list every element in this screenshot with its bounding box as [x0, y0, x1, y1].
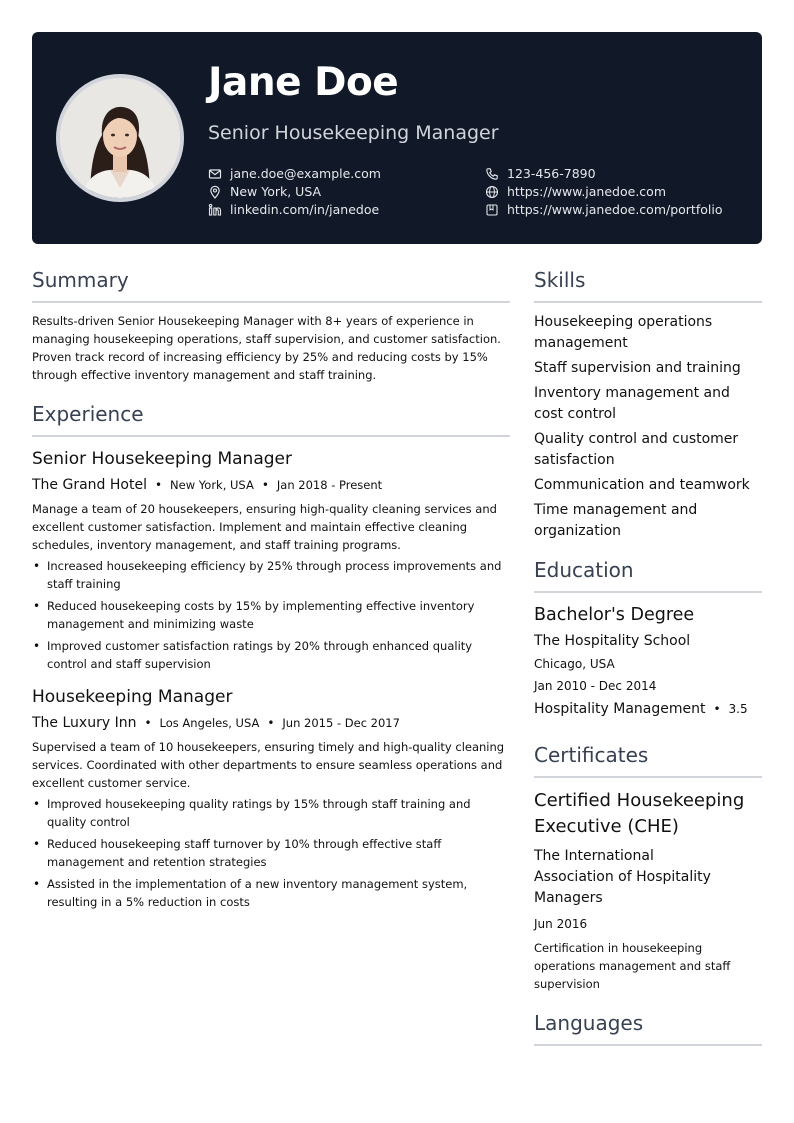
list-item: • Improved housekeeping quality ratings by 15% through staff training and quality control	[33, 797, 471, 829]
skills-heading: Skills	[534, 268, 762, 303]
list-item: • Reduced housekeeping costs by 15% by implementing effective inventory management and minimizing waste	[33, 599, 475, 631]
portfolio-icon	[485, 203, 499, 217]
skill-item: Inventory management and cost control	[534, 385, 730, 422]
list-item: • Improved customer satisfaction ratings by 20% through enhanced quality control and staff supervision	[33, 639, 473, 671]
education-gpa: 3.5	[728, 702, 748, 716]
separator-dot: •	[713, 702, 721, 716]
contact-linkedin[interactable]	[208, 202, 379, 217]
main-column	[32, 268, 510, 915]
education-field: Hospitality Management	[534, 701, 706, 717]
list-item: • Increased housekeeping efficiency by 25% through process improvements and staff training	[33, 559, 502, 591]
job-meta	[32, 477, 510, 493]
job-title: Senior Housekeeping Manager	[32, 449, 292, 469]
skill-item: Time management and organization	[534, 502, 698, 539]
experience-heading: Experience	[32, 402, 510, 437]
candidate-name: Jane Doe	[208, 60, 399, 105]
job-description: Supervised a team of 10 housekeepers, ensuring timely and high-quality cleaning services. Coordinated with other departments to ensure seamless operations and excellent customer service.	[32, 740, 505, 790]
contact-website[interactable]	[485, 184, 666, 199]
contact-portfolio[interactable]	[485, 202, 722, 217]
list-item: • Reduced housekeeping staff turnover by 10% through effective staff management and retention strategies	[33, 837, 442, 869]
job-meta	[32, 715, 510, 731]
globe-icon	[485, 185, 499, 199]
certificates-heading: Certificates	[534, 743, 762, 778]
separator-dot: •	[154, 478, 163, 492]
phone-icon	[485, 167, 499, 181]
contact-location	[208, 184, 321, 199]
separator-dot: •	[267, 716, 275, 730]
certificate-description: Certification in housekeeping operations management and staff supervision	[534, 941, 731, 991]
profile-photo	[60, 78, 180, 198]
certificate-date: Jun 2016	[534, 917, 588, 931]
job-company: The Luxury Inn	[32, 715, 137, 731]
map-pin-icon	[208, 185, 222, 199]
sidebar-column	[534, 268, 762, 1055]
job-entry	[32, 687, 510, 911]
languages-heading: Languages	[534, 1011, 762, 1046]
education-location: Chicago, USA	[534, 657, 615, 671]
skill-item: Housekeeping operations management	[534, 314, 713, 351]
job-bullets	[32, 795, 510, 911]
profile-header	[32, 32, 762, 244]
job-title: Housekeeping Manager	[32, 687, 233, 707]
job-bullets	[32, 557, 510, 673]
certificate-name: Certified Housekeeping Executive (CHE)	[534, 790, 745, 837]
separator-dot: •	[261, 478, 269, 492]
phone-text: 123-456-7890	[507, 166, 596, 181]
separator-dot: •	[144, 716, 152, 730]
candidate-role: Senior Housekeeping Manager	[208, 122, 499, 144]
contact-email[interactable]	[208, 166, 381, 181]
education-dates: Jan 2010 - Dec 2014	[534, 679, 657, 693]
portfolio-text: https://www.janedoe.com/portfolio	[507, 202, 723, 217]
job-description: Manage a team of 20 housekeepers, ensuring high-quality cleaning services and excellent customer satisfaction. Implement and maintain effective cleaning schedules, inventory management, and staff training programs.	[32, 502, 497, 552]
linkedin-text: linkedin.com/in/janedoe	[230, 202, 380, 217]
skill-item: Communication and teamwork	[534, 477, 750, 493]
certificate-issuer: The International Association of Hospitality Managers	[534, 848, 711, 906]
job-entry	[32, 449, 510, 673]
skill-item: Quality control and customer satisfaction	[534, 431, 739, 468]
education-degree: Bachelor's Degree	[534, 605, 695, 625]
education-school: The Hospitality School	[534, 633, 691, 649]
skills-list	[534, 312, 762, 542]
education-heading: Education	[534, 558, 762, 593]
mail-icon	[208, 167, 222, 181]
job-dates: Jan 2018 - Present	[276, 478, 383, 492]
list-item: • Assisted in the implementation of a new inventory management system, resulting in a 5% reduction in costs	[33, 877, 468, 909]
linkedin-icon	[208, 203, 222, 217]
job-location: Los Angeles, USA	[159, 716, 260, 730]
avatar	[56, 74, 184, 202]
job-dates: Jun 2015 - Dec 2017	[282, 716, 400, 730]
summary-heading: Summary	[32, 268, 510, 303]
summary-text: Results-driven Senior Housekeeping Manager with 8+ years of experience in managing housekeeping operations, staff supervision, and customer satisfaction. Proven track record of increasing efficiency by 25% and reducing costs by 15% through effective inventory management and staff training.	[32, 314, 501, 382]
email-text: jane.doe@example.com	[230, 166, 381, 181]
skill-item: Staff supervision and training	[534, 360, 741, 376]
job-company: The Grand Hotel	[32, 477, 147, 493]
website-text: https://www.janedoe.com	[507, 184, 666, 199]
job-location: New York, USA	[170, 478, 254, 492]
location-text: New York, USA	[230, 184, 322, 199]
contact-phone[interactable]	[485, 166, 596, 181]
education-field-row	[534, 701, 762, 717]
